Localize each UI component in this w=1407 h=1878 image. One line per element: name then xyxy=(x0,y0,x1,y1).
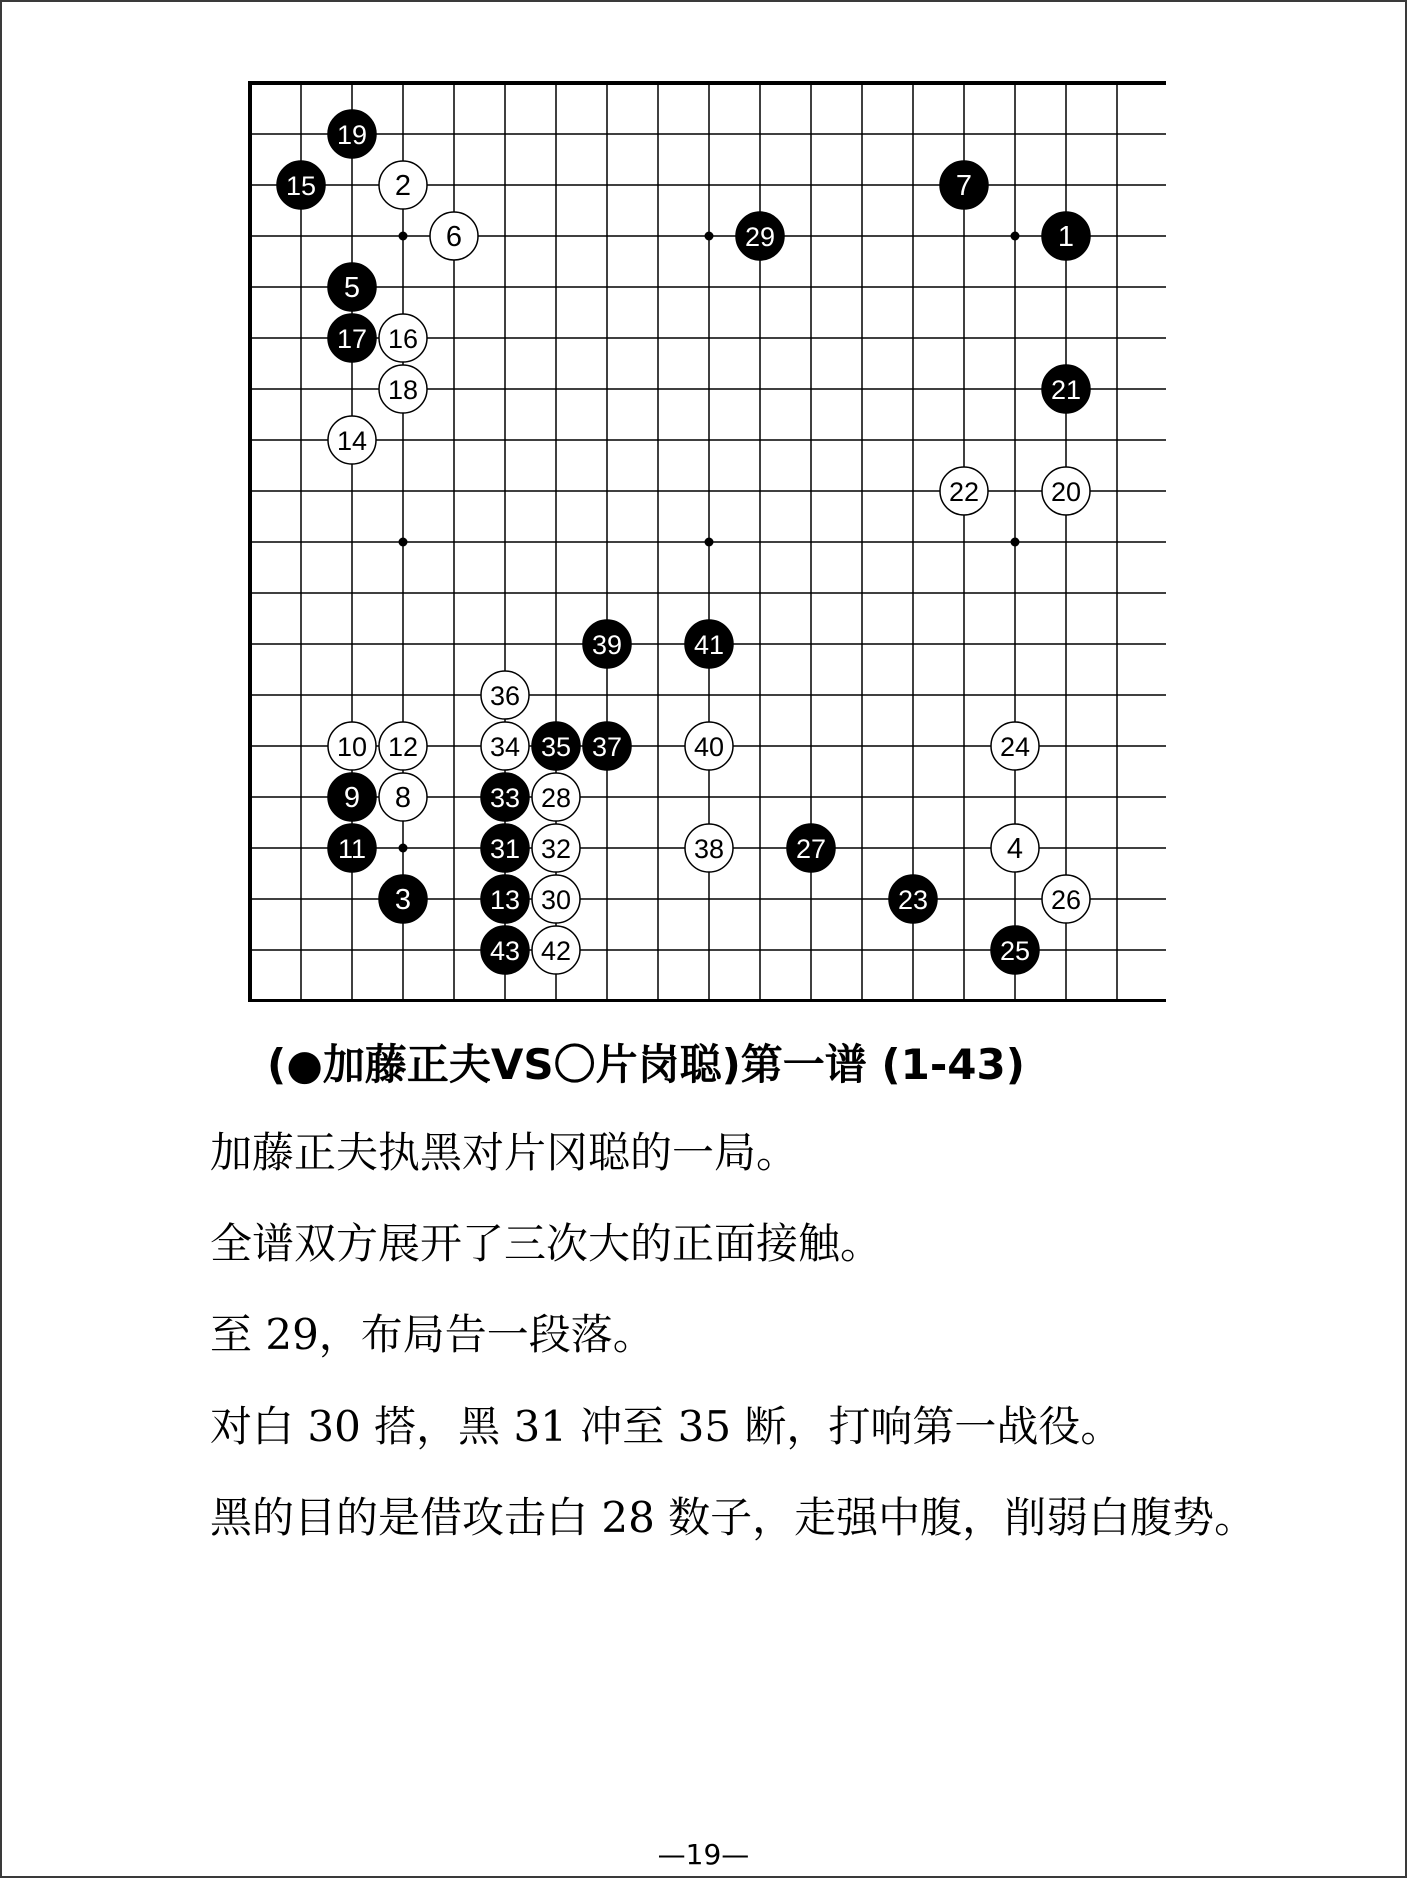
diagram-caption: (●加藤正夫VS〇片岗聪)第一谱 (1-43) xyxy=(267,1040,1025,1089)
move-number: 29 xyxy=(744,222,776,252)
paragraph-5: 黑的目的是借攻击白 28 数子，走强中腹，削弱白腹势。 xyxy=(210,1493,1257,1542)
white-stone-12 xyxy=(379,722,427,770)
white-stone-6 xyxy=(430,212,478,260)
move-number: 35 xyxy=(540,732,572,762)
move-number: 15 xyxy=(285,171,317,201)
move-number: 23 xyxy=(897,885,929,915)
paragraph-2: 全谱双方展开了三次大的正面接触。 xyxy=(210,1219,883,1268)
black-stone-17 xyxy=(328,314,376,362)
move-number: 41 xyxy=(693,630,725,660)
move-number: 36 xyxy=(489,681,521,711)
move-number: 21 xyxy=(1050,375,1082,405)
white-stone-22 xyxy=(940,467,988,515)
move-number: 32 xyxy=(540,834,572,864)
white-stone-10 xyxy=(328,722,376,770)
black-stone-21 xyxy=(1042,365,1090,413)
black-stone-9 xyxy=(328,773,376,821)
black-stone-19 xyxy=(328,110,376,158)
white-stone-4 xyxy=(991,824,1039,872)
black-stone-5 xyxy=(328,263,376,311)
move-number: 28 xyxy=(540,783,572,813)
move-number: 17 xyxy=(336,324,368,354)
move-number: 14 xyxy=(336,426,368,456)
black-stone-31 xyxy=(481,824,529,872)
move-number: 34 xyxy=(489,732,521,762)
move-number: 11 xyxy=(337,834,367,864)
white-stone-42 xyxy=(532,926,580,974)
white-stone-14 xyxy=(328,416,376,464)
move-number: 40 xyxy=(693,732,725,762)
move-number: 26 xyxy=(1050,885,1082,915)
move-number: 8 xyxy=(394,782,412,814)
move-number: 12 xyxy=(387,732,419,762)
black-stone-1 xyxy=(1042,212,1090,260)
move-number: 6 xyxy=(445,221,463,253)
black-stone-11 xyxy=(328,824,376,872)
move-number: 7 xyxy=(955,170,973,202)
star-point xyxy=(399,844,408,853)
white-stone-32 xyxy=(532,824,580,872)
move-number: 22 xyxy=(948,477,980,507)
black-stone-25 xyxy=(991,926,1039,974)
move-number: 37 xyxy=(591,732,623,762)
white-stone-38 xyxy=(685,824,733,872)
move-number: 9 xyxy=(343,782,361,814)
move-number: 38 xyxy=(693,834,725,864)
black-stone-33 xyxy=(481,773,529,821)
move-number: 25 xyxy=(999,936,1031,966)
black-stone-13 xyxy=(481,875,529,923)
black-stone-29 xyxy=(736,212,784,260)
star-point xyxy=(1011,232,1020,241)
page-number: —19— xyxy=(657,1838,750,1871)
move-number: 2 xyxy=(394,170,412,202)
star-point xyxy=(705,538,714,547)
go-board-diagram xyxy=(247,80,1166,1002)
move-number: 42 xyxy=(540,936,572,966)
move-number: 16 xyxy=(387,324,419,354)
move-number: 10 xyxy=(336,732,368,762)
black-stone-7 xyxy=(940,161,988,209)
white-stone-20 xyxy=(1042,467,1090,515)
white-stone-8 xyxy=(379,773,427,821)
move-number: 13 xyxy=(489,885,521,915)
move-number: 3 xyxy=(394,884,412,916)
white-stone-30 xyxy=(532,875,580,923)
move-number: 27 xyxy=(795,834,827,864)
move-number: 18 xyxy=(387,375,419,405)
move-number: 31 xyxy=(489,834,521,864)
black-stone-23 xyxy=(889,875,937,923)
paragraph-1: 加藤正夫执黑对片冈聪的一局。 xyxy=(210,1128,799,1177)
black-stone-15 xyxy=(277,161,325,209)
black-stone-43 xyxy=(481,926,529,974)
white-stone-2 xyxy=(379,161,427,209)
star-point xyxy=(399,232,408,241)
black-stone-3 xyxy=(379,875,427,923)
star-point xyxy=(1011,538,1020,547)
move-number: 20 xyxy=(1050,477,1082,507)
move-number: 19 xyxy=(336,120,368,150)
go-board xyxy=(247,80,1166,1002)
move-number: 5 xyxy=(343,272,361,304)
move-number: 30 xyxy=(540,885,572,915)
paragraph-3: 至 29，布局告一段落。 xyxy=(210,1310,655,1359)
paragraph-4: 对白 30 搭，黑 31 冲至 35 断，打响第一战役。 xyxy=(210,1402,1123,1451)
black-stone-37 xyxy=(583,722,631,770)
white-stone-16 xyxy=(379,314,427,362)
black-stone-41 xyxy=(685,620,733,668)
black-stone-39 xyxy=(583,620,631,668)
move-number: 1 xyxy=(1057,221,1075,253)
move-number: 43 xyxy=(489,936,521,966)
move-number: 24 xyxy=(999,732,1031,762)
white-stone-36 xyxy=(481,671,529,719)
white-stone-28 xyxy=(532,773,580,821)
white-stone-40 xyxy=(685,722,733,770)
star-point xyxy=(399,538,408,547)
black-stone-27 xyxy=(787,824,835,872)
star-point xyxy=(705,232,714,241)
white-stone-26 xyxy=(1042,875,1090,923)
white-stone-18 xyxy=(379,365,427,413)
move-number: 4 xyxy=(1006,833,1024,865)
move-number: 33 xyxy=(489,783,521,813)
white-stone-34 xyxy=(481,722,529,770)
move-number: 39 xyxy=(591,630,623,660)
black-stone-35 xyxy=(532,722,580,770)
white-stone-24 xyxy=(991,722,1039,770)
